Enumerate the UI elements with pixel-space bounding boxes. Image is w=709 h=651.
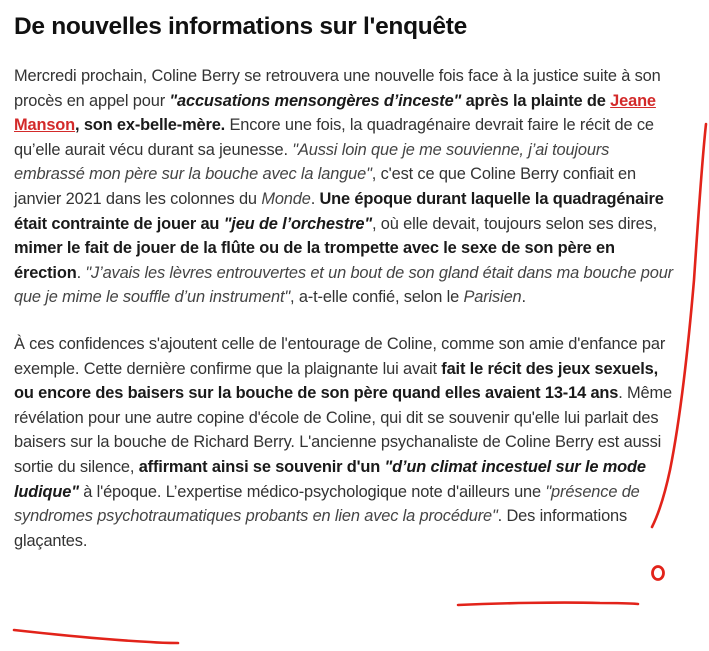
circle-pen-mark — [653, 567, 664, 580]
section-heading: De nouvelles informations sur l'enquête — [14, 13, 467, 40]
article — [14, 10, 674, 553]
underline-pen-stroke-right — [458, 603, 638, 605]
paragraph-1: Mercredi prochain, Coline Berry se retrouvera une nouvelle fois face à la justice suite à son procès en appel pour "accusations mensongères d’inceste" après la plainte de Jeane Manson, son ex-belle-mère. Encore une fois, la quadragénaire devrait faire le récit de ce qu’elle aurait vécu durant sa jeunesse. "Aussi loin que je me souvienne, j’ai toujours embrassé mon père sur la bouche avec la langue", c'est ce que Coline Berry confiait en janvier 2021 dans les colonnes du Monde. Une époque durant laquelle la quadragénaire était contrainte de jouer au "jeu de l’orchestre", où elle devait, toujours selon ses dires, mimer le fait de jouer de la flûte ou de la trompette avec le sexe de son père en érection. "J’avais les lèvres entrouvertes et un bout de son gland était dans ma bouche pour que je mime le souffle d’un instrument", a-t-elle confié, selon le Parisien. — [14, 67, 673, 307]
paragraph-2: À ces confidences s'ajoutent celle de l'entourage de Coline, comme son amie d'enfance par exemple. Cette dernière confirme que la plaignante lui avait fait le récit des jeux sexuels, ou encore des baisers sur la bouche de son père quand elles avaient 13-14 ans. Même révélation pour une autre copine d'école de Coline, qui dit se souvenir qu'elle lui parlait des baisers sur la bouche de Richard Berry. L'ancienne psychanaliste de Coline Berry est aussi sortie du silence, affirmant ainsi se souvenir d'un "d’un climat incestuel sur le mode ludique" à l'époque. L’expertise médico-psychologique note d'ailleurs une "présence de syndromes psychotraumatiques probants en lien avec la procédure". Des informations glaçantes. — [14, 334, 672, 550]
jeane-manson-link[interactable]: Jeane Manson — [14, 91, 656, 135]
underline-pen-stroke-left — [14, 630, 178, 643]
